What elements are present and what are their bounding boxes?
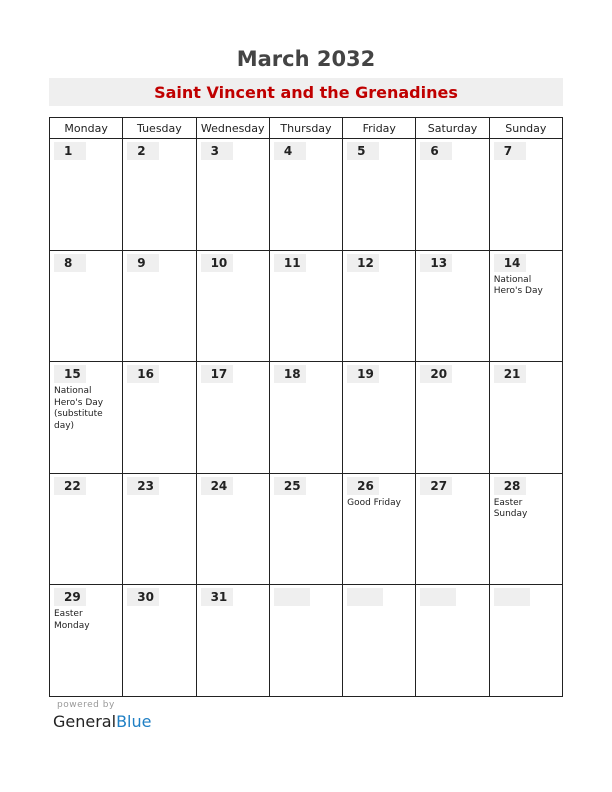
day-number: 18	[274, 365, 306, 383]
holiday-label: Easter Sunday	[493, 497, 528, 520]
day-cell	[123, 585, 196, 697]
day-cell	[270, 362, 343, 474]
day-number	[347, 588, 383, 606]
week-row	[50, 474, 563, 586]
holiday-label: National Hero's Day (substitute day)	[54, 386, 104, 431]
week-row	[50, 362, 563, 474]
day-number: 15	[54, 365, 86, 383]
day-number: 7	[494, 142, 526, 160]
day-number: 30	[127, 588, 159, 606]
day-cell	[270, 251, 343, 363]
day-cell	[343, 251, 416, 363]
day-cell	[270, 474, 343, 586]
day-cell	[416, 585, 489, 697]
holiday-label: Easter Monday	[54, 609, 90, 631]
day-cell	[270, 585, 343, 697]
day-number	[420, 588, 456, 606]
day-cell	[123, 139, 196, 251]
day-cell	[123, 474, 196, 586]
day-number: 21	[494, 365, 526, 383]
weekday-header	[50, 118, 563, 139]
day-cell	[343, 474, 416, 586]
day-number: 24	[201, 477, 233, 495]
page-title: March 2032	[236, 47, 376, 71]
day-cell	[343, 139, 416, 251]
weekday-wednesday: Wednesday	[197, 118, 270, 139]
day-cell	[416, 139, 489, 251]
day-number: 9	[127, 254, 159, 272]
day-cell	[416, 474, 489, 586]
day-cell	[50, 362, 123, 474]
day-number: 26	[347, 477, 379, 495]
day-cell	[123, 362, 196, 474]
day-number: 13	[420, 254, 452, 272]
day-cell	[490, 585, 563, 697]
day-number: 20	[420, 365, 452, 383]
day-number: 29	[54, 588, 86, 606]
day-cell	[123, 251, 196, 363]
day-number: 11	[274, 254, 306, 272]
weekday-saturday: Saturday	[416, 118, 489, 139]
day-cell	[197, 585, 270, 697]
weeks-container	[50, 139, 563, 697]
brand-general: General	[53, 712, 117, 731]
day-number: 28	[494, 477, 526, 495]
week-row	[50, 251, 563, 363]
day-cell	[490, 139, 563, 251]
day-cell	[50, 251, 123, 363]
day-number: 8	[54, 254, 86, 272]
powered-by: powered by	[57, 700, 115, 710]
weekday-thursday: Thursday	[270, 118, 343, 139]
day-number: 31	[201, 588, 233, 606]
day-cell	[490, 362, 563, 474]
weekday-tuesday: Tuesday	[123, 118, 196, 139]
brand-logo	[53, 712, 151, 731]
day-number: 10	[201, 254, 233, 272]
holiday-label: National Hero's Day	[493, 274, 543, 297]
day-cell	[270, 139, 343, 251]
day-number: 23	[127, 477, 159, 495]
day-number: 3	[201, 142, 233, 160]
day-number	[494, 588, 530, 606]
day-number: 6	[420, 142, 452, 160]
day-cell	[343, 362, 416, 474]
country-name: Saint Vincent and the Grenadines	[154, 83, 458, 102]
day-number: 4	[274, 142, 306, 160]
day-number	[274, 588, 310, 606]
weekday-sunday: Sunday	[490, 118, 563, 139]
day-number: 1	[54, 142, 86, 160]
day-cell	[197, 139, 270, 251]
calendar-grid	[49, 117, 563, 697]
day-number: 25	[274, 477, 306, 495]
day-cell	[416, 362, 489, 474]
country-banner	[49, 78, 563, 106]
day-cell	[416, 251, 489, 363]
weekday-monday: Monday	[50, 118, 123, 139]
weekday-friday: Friday	[343, 118, 416, 139]
day-number: 5	[347, 142, 379, 160]
day-number: 2	[127, 142, 159, 160]
day-cell	[343, 585, 416, 697]
day-number: 17	[201, 365, 233, 383]
day-cell	[197, 251, 270, 363]
day-number: 14	[494, 254, 526, 272]
day-number: 12	[347, 254, 379, 272]
day-cell	[197, 362, 270, 474]
day-cell	[197, 474, 270, 586]
day-number: 27	[420, 477, 452, 495]
day-number: 22	[54, 477, 86, 495]
holiday-label: Good Friday	[347, 497, 401, 508]
day-cell	[50, 139, 123, 251]
day-number: 19	[347, 365, 379, 383]
brand-blue: Blue	[116, 712, 152, 731]
day-cell	[490, 474, 563, 586]
day-number: 16	[127, 365, 159, 383]
day-cell	[490, 251, 563, 363]
day-cell	[50, 585, 123, 697]
week-row	[50, 585, 563, 697]
day-cell	[50, 474, 123, 586]
week-row	[50, 139, 563, 251]
